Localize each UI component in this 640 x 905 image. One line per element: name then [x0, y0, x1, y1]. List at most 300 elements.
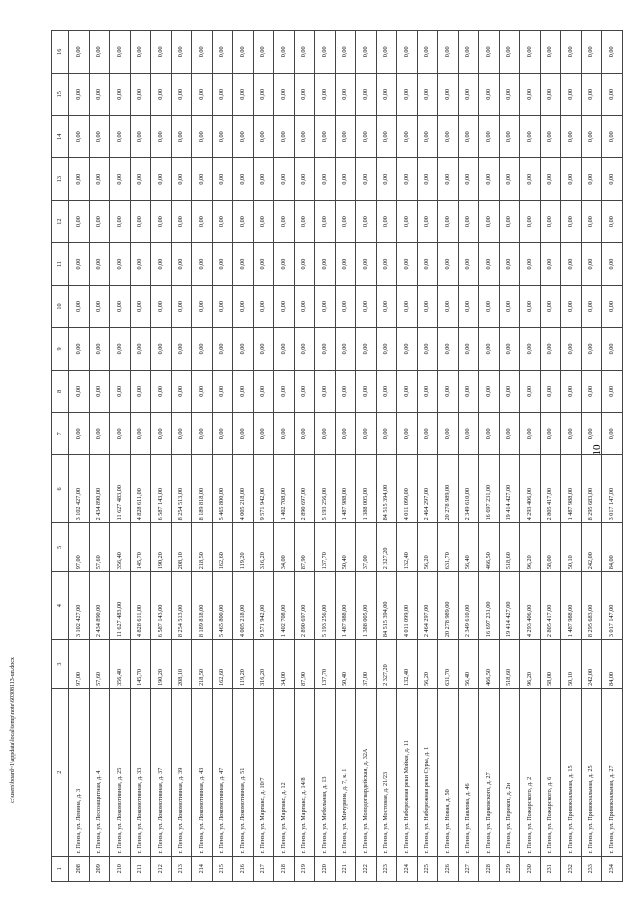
value-cell: 0,00 — [561, 285, 582, 327]
value-cell: 0,00 — [397, 116, 418, 158]
value-cell: 0,00 — [69, 413, 90, 455]
value-cell: 0,00 — [151, 116, 172, 158]
value-cell: 0,00 — [376, 285, 397, 327]
value-cell: 0,00 — [253, 31, 274, 74]
value-cell: 631,70 — [438, 523, 459, 572]
value-cell: 0,00 — [499, 31, 520, 74]
value-cell: 0,00 — [294, 413, 315, 455]
value-cell: 0,00 — [561, 200, 582, 242]
value-cell: 0,00 — [130, 73, 151, 115]
value-cell: 0,00 — [520, 285, 541, 327]
value-cell: 208,10 — [171, 640, 192, 689]
value-cell: 0,00 — [540, 200, 561, 242]
value-cell: 0,00 — [212, 370, 233, 412]
address-cell: г. Пенза, ул. Локомотивная, д. 25 — [110, 688, 131, 856]
value-cell: 0,00 — [376, 158, 397, 200]
row-number-cell: 210 — [110, 856, 131, 881]
value-cell: 2 349 610,00 — [458, 572, 479, 640]
value-cell: 0,00 — [376, 328, 397, 370]
value-cell: 0,00 — [130, 158, 151, 200]
value-cell: 0,00 — [151, 200, 172, 242]
value-cell: 50,40 — [335, 523, 356, 572]
value-cell: 0,00 — [438, 158, 459, 200]
value-cell: 0,00 — [171, 328, 192, 370]
value-cell: 50,40 — [335, 640, 356, 689]
value-cell: 0,00 — [499, 158, 520, 200]
value-cell: 0,00 — [602, 73, 623, 115]
value-cell: 0,00 — [294, 370, 315, 412]
value-cell: 0,00 — [335, 370, 356, 412]
value-cell: 16 697 231,00 — [479, 572, 500, 640]
value-cell: 0,00 — [192, 243, 213, 285]
value-cell: 3 102 427,00 — [69, 572, 90, 640]
value-cell: 0,00 — [479, 116, 500, 158]
value-cell: 0,00 — [356, 116, 377, 158]
value-cell: 0,00 — [233, 413, 254, 455]
value-cell: 0,00 — [520, 243, 541, 285]
value-cell: 137,70 — [315, 640, 336, 689]
value-cell: 0,00 — [356, 285, 377, 327]
value-cell: 0,00 — [89, 31, 110, 74]
value-cell: 0,00 — [376, 73, 397, 115]
value-cell: 0,00 — [335, 328, 356, 370]
value-cell: 0,00 — [376, 370, 397, 412]
value-cell: 0,00 — [130, 370, 151, 412]
value-cell: 0,00 — [458, 370, 479, 412]
value-cell: 97,00 — [69, 523, 90, 572]
value-cell: 0,00 — [540, 413, 561, 455]
value-cell: 0,00 — [458, 158, 479, 200]
value-cell: 87,90 — [294, 640, 315, 689]
value-cell: 162,60 — [212, 523, 233, 572]
value-cell: 2 890 697,00 — [294, 572, 315, 640]
value-cell: 242,00 — [581, 523, 602, 572]
value-cell: 0,00 — [233, 116, 254, 158]
value-cell: 57,60 — [89, 523, 110, 572]
value-cell: 0,00 — [192, 413, 213, 455]
value-cell: 0,00 — [581, 413, 602, 455]
value-cell: 0,00 — [69, 243, 90, 285]
value-cell: 2 327,20 — [376, 523, 397, 572]
value-cell: 316,20 — [253, 523, 274, 572]
value-cell: 0,00 — [581, 200, 602, 242]
value-cell: 0,00 — [581, 73, 602, 115]
value-cell: 0,00 — [417, 328, 438, 370]
column-header: 3 — [52, 640, 69, 689]
value-cell: 0,00 — [110, 370, 131, 412]
column-header: 13 — [52, 158, 69, 200]
value-cell: 0,00 — [479, 413, 500, 455]
table-row — [561, 31, 582, 882]
table-row — [212, 31, 233, 882]
row-number-cell: 209 — [89, 856, 110, 881]
address-cell: г. Пенза, ул. Привокзальная, д. 27 — [602, 688, 623, 856]
value-cell: 1 402 708,00 — [274, 455, 295, 523]
value-cell: 50,10 — [561, 640, 582, 689]
value-cell: 0,00 — [458, 73, 479, 115]
value-cell: 0,00 — [253, 285, 274, 327]
value-cell: 0,00 — [253, 200, 274, 242]
value-cell: 0,00 — [315, 31, 336, 74]
value-cell: 0,00 — [561, 243, 582, 285]
value-cell: 0,00 — [110, 243, 131, 285]
value-cell: 0,00 — [335, 158, 356, 200]
row-number-cell: 234 — [602, 856, 623, 881]
value-cell: 5 193 256,00 — [315, 572, 336, 640]
value-cell: 8 295 683,00 — [581, 572, 602, 640]
value-cell: 0,00 — [602, 31, 623, 74]
value-cell: 0,00 — [356, 73, 377, 115]
value-cell: 0,00 — [192, 116, 213, 158]
value-cell: 0,00 — [561, 328, 582, 370]
value-cell: 0,00 — [274, 243, 295, 285]
value-cell: 0,00 — [253, 116, 274, 158]
value-cell: 8 254 513,00 — [171, 572, 192, 640]
row-number-cell: 223 — [376, 856, 397, 881]
value-cell: 0,00 — [438, 370, 459, 412]
value-cell: 0,00 — [274, 73, 295, 115]
value-cell: 190,20 — [151, 640, 172, 689]
row-number-cell: 226 — [438, 856, 459, 881]
value-cell: 0,00 — [192, 370, 213, 412]
value-cell: 132,40 — [397, 640, 418, 689]
value-cell: 0,00 — [315, 285, 336, 327]
value-cell: 0,00 — [581, 116, 602, 158]
value-cell: 1 487 988,00 — [335, 572, 356, 640]
row-number-cell: 221 — [335, 856, 356, 881]
value-cell: 0,00 — [69, 31, 90, 74]
value-cell: 2 434 890,00 — [89, 572, 110, 640]
value-cell: 0,00 — [602, 370, 623, 412]
value-cell: 5 193 256,00 — [315, 455, 336, 523]
value-cell: 190,20 — [151, 523, 172, 572]
value-cell: 0,00 — [192, 328, 213, 370]
value-cell: 0,00 — [171, 116, 192, 158]
value-cell: 0,00 — [110, 116, 131, 158]
value-cell: 0,00 — [520, 328, 541, 370]
value-cell: 0,00 — [520, 73, 541, 115]
value-cell: 0,00 — [540, 158, 561, 200]
value-cell: 0,00 — [89, 285, 110, 327]
value-cell: 0,00 — [69, 116, 90, 158]
value-cell: 0,00 — [417, 158, 438, 200]
value-cell: 0,00 — [520, 413, 541, 455]
value-cell: 0,00 — [356, 413, 377, 455]
value-cell: 56,20 — [417, 640, 438, 689]
value-cell: 0,00 — [376, 243, 397, 285]
value-cell: 0,00 — [110, 158, 131, 200]
value-cell: 0,00 — [602, 116, 623, 158]
value-cell: 0,00 — [479, 200, 500, 242]
value-cell: 0,00 — [438, 31, 459, 74]
value-cell: 0,00 — [520, 158, 541, 200]
value-cell: 87,90 — [294, 523, 315, 572]
table-row — [171, 31, 192, 882]
value-cell: 242,00 — [581, 640, 602, 689]
value-cell: 0,00 — [253, 158, 274, 200]
value-cell: 19 414 427,00 — [499, 572, 520, 640]
column-header: 2 — [52, 688, 69, 856]
value-cell: 84 515 394,00 — [376, 455, 397, 523]
row-number-cell: 212 — [151, 856, 172, 881]
rotated-table-container — [51, 30, 615, 882]
column-header: 9 — [52, 328, 69, 370]
address-cell: г. Пенза, ул. Пожарского, д. 6 — [540, 688, 561, 856]
value-cell: 0,00 — [151, 31, 172, 74]
value-cell: 0,00 — [233, 200, 254, 242]
column-header: 5 — [52, 523, 69, 572]
table-row — [602, 31, 623, 882]
value-cell: 0,00 — [192, 31, 213, 74]
footer-file-path: c:\users\board~1\appdata\local\temp\note\60308113-un.docx — [10, 657, 16, 803]
value-cell: 0,00 — [171, 243, 192, 285]
value-cell: 0,00 — [417, 116, 438, 158]
value-cell: 0,00 — [192, 73, 213, 115]
value-cell: 0,00 — [397, 73, 418, 115]
value-cell: 96,20 — [520, 523, 541, 572]
value-cell: 518,60 — [499, 640, 520, 689]
table-row — [130, 31, 151, 882]
value-cell: 0,00 — [130, 243, 151, 285]
row-number-cell: 218 — [274, 856, 295, 881]
data-table — [51, 30, 623, 882]
value-cell: 0,00 — [294, 243, 315, 285]
value-cell: 1 487 988,00 — [561, 572, 582, 640]
value-cell: 119,20 — [233, 640, 254, 689]
value-cell: 1 487 988,00 — [561, 455, 582, 523]
value-cell: 37,00 — [356, 640, 377, 689]
address-cell: г. Пенза, ул. Лесозащитная, д. 4 — [89, 688, 110, 856]
row-number-cell: 227 — [458, 856, 479, 881]
value-cell: 0,00 — [315, 370, 336, 412]
address-cell: г. Пенза, ул. Локомотивная, д. 37 — [151, 688, 172, 856]
column-header: 7 — [52, 413, 69, 455]
value-cell: 0,00 — [602, 285, 623, 327]
value-cell: 20 278 989,00 — [438, 455, 459, 523]
value-cell: 0,00 — [212, 158, 233, 200]
value-cell: 8 254 513,00 — [171, 455, 192, 523]
value-cell: 0,00 — [479, 328, 500, 370]
value-cell: 208,10 — [171, 523, 192, 572]
value-cell: 0,00 — [171, 158, 192, 200]
value-cell: 34,00 — [274, 523, 295, 572]
value-cell: 1 388 005,00 — [356, 455, 377, 523]
value-cell: 0,00 — [479, 243, 500, 285]
value-cell: 1 402 708,00 — [274, 572, 295, 640]
value-cell: 0,00 — [540, 370, 561, 412]
value-cell: 84,00 — [602, 640, 623, 689]
value-cell: 4 011 099,00 — [397, 572, 418, 640]
value-cell: 58,00 — [540, 523, 561, 572]
value-cell: 0,00 — [438, 116, 459, 158]
value-cell: 37,00 — [356, 523, 377, 572]
table-row — [479, 31, 500, 882]
value-cell: 0,00 — [356, 243, 377, 285]
value-cell: 11 627 483,00 — [110, 455, 131, 523]
value-cell: 0,00 — [356, 31, 377, 74]
value-cell: 4 011 099,00 — [397, 455, 418, 523]
value-cell: 0,00 — [89, 158, 110, 200]
value-cell: 0,00 — [458, 328, 479, 370]
value-cell: 0,00 — [499, 73, 520, 115]
value-cell: 2 327,20 — [376, 640, 397, 689]
value-cell: 145,70 — [130, 523, 151, 572]
table-body — [69, 31, 623, 882]
row-number-cell: 208 — [69, 856, 90, 881]
value-cell: 0,00 — [417, 31, 438, 74]
value-cell: 0,00 — [602, 413, 623, 455]
value-cell: 518,60 — [499, 523, 520, 572]
value-cell: 0,00 — [151, 243, 172, 285]
value-cell: 0,00 — [417, 200, 438, 242]
value-cell: 0,00 — [294, 200, 315, 242]
table-row — [274, 31, 295, 882]
address-cell: г. Пенза, ул. Павлова, д. 46 — [458, 688, 479, 856]
table-row — [69, 31, 90, 882]
value-cell: 0,00 — [315, 413, 336, 455]
value-cell: 0,00 — [397, 328, 418, 370]
value-cell: 56,20 — [417, 523, 438, 572]
value-cell: 0,00 — [315, 200, 336, 242]
value-cell: 0,00 — [151, 328, 172, 370]
value-cell: 0,00 — [130, 328, 151, 370]
value-cell: 0,00 — [561, 73, 582, 115]
table-row — [151, 31, 172, 882]
value-cell: 0,00 — [89, 328, 110, 370]
value-cell: 0,00 — [89, 200, 110, 242]
value-cell: 0,00 — [540, 243, 561, 285]
address-cell: г. Пенза, ул. Марпакс, д. 14/8 — [294, 688, 315, 856]
value-cell: 0,00 — [438, 73, 459, 115]
value-cell: 0,00 — [253, 243, 274, 285]
value-cell: 0,00 — [581, 31, 602, 74]
value-cell: 0,00 — [540, 285, 561, 327]
value-cell: 0,00 — [171, 370, 192, 412]
value-cell: 2 890 697,00 — [294, 455, 315, 523]
value-cell: 0,00 — [212, 413, 233, 455]
value-cell: 3 017 147,00 — [602, 572, 623, 640]
value-cell: 20 278 989,00 — [438, 572, 459, 640]
value-cell: 0,00 — [212, 243, 233, 285]
table-header-row — [52, 31, 69, 882]
value-cell: 0,00 — [192, 158, 213, 200]
value-cell: 0,00 — [397, 243, 418, 285]
value-cell: 356,40 — [110, 640, 131, 689]
column-header: 4 — [52, 572, 69, 640]
value-cell: 57,60 — [89, 640, 110, 689]
address-cell: г. Пенза, ул. Перекоп, д. 2н — [499, 688, 520, 856]
table-row — [335, 31, 356, 882]
value-cell: 50,10 — [561, 523, 582, 572]
value-cell: 218,50 — [192, 523, 213, 572]
value-cell: 19 414 427,00 — [499, 455, 520, 523]
value-cell: 0,00 — [212, 31, 233, 74]
value-cell: 0,00 — [69, 370, 90, 412]
row-number-cell: 217 — [253, 856, 274, 881]
value-cell: 0,00 — [315, 73, 336, 115]
value-cell: 0,00 — [212, 285, 233, 327]
value-cell: 0,00 — [253, 73, 274, 115]
value-cell: 0,00 — [458, 31, 479, 74]
value-cell: 97,00 — [69, 640, 90, 689]
value-cell: 0,00 — [499, 328, 520, 370]
value-cell: 0,00 — [417, 370, 438, 412]
value-cell: 0,00 — [417, 73, 438, 115]
row-number-cell: 215 — [212, 856, 233, 881]
address-cell: г. Пенза, ул. Привокзальная, д. 25 — [581, 688, 602, 856]
value-cell: 4 293 406,00 — [520, 572, 541, 640]
value-cell: 0,00 — [110, 200, 131, 242]
table-row — [397, 31, 418, 882]
row-number-cell: 224 — [397, 856, 418, 881]
value-cell: 0,00 — [561, 370, 582, 412]
value-cell: 0,00 — [212, 116, 233, 158]
value-cell: 34,00 — [274, 640, 295, 689]
value-cell: 0,00 — [602, 328, 623, 370]
value-cell: 0,00 — [110, 31, 131, 74]
table-row — [356, 31, 377, 882]
value-cell: 0,00 — [253, 413, 274, 455]
row-number-cell: 214 — [192, 856, 213, 881]
address-cell: г. Пенза, ул. Локомотивная, д. 47 — [212, 688, 233, 856]
value-cell: 4 005 218,00 — [233, 455, 254, 523]
value-cell: 2 805 417,00 — [540, 572, 561, 640]
value-cell: 0,00 — [151, 158, 172, 200]
table-row — [438, 31, 459, 882]
value-cell: 0,00 — [130, 31, 151, 74]
value-cell: 11 627 483,00 — [110, 572, 131, 640]
address-cell: г. Пенза, ул. Марпакс, д. 10/7 — [253, 688, 274, 856]
value-cell: 0,00 — [192, 285, 213, 327]
column-header: 1 — [52, 856, 69, 881]
address-cell: г. Пенза, ул. Локомотивная, д. 51 — [233, 688, 254, 856]
address-cell: г. Пенза, ул. Мичурина, д. 7, к. 1 — [335, 688, 356, 856]
column-header: 10 — [52, 285, 69, 327]
value-cell: 1 487 988,00 — [335, 455, 356, 523]
value-cell: 0,00 — [561, 158, 582, 200]
value-cell: 0,00 — [151, 73, 172, 115]
value-cell: 0,00 — [356, 370, 377, 412]
row-number-cell: 219 — [294, 856, 315, 881]
value-cell: 0,00 — [458, 413, 479, 455]
value-cell: 84 515 394,00 — [376, 572, 397, 640]
value-cell: 0,00 — [499, 370, 520, 412]
value-cell: 119,20 — [233, 523, 254, 572]
value-cell: 0,00 — [458, 116, 479, 158]
row-number-cell: 225 — [417, 856, 438, 881]
value-cell: 0,00 — [151, 285, 172, 327]
value-cell: 0,00 — [233, 328, 254, 370]
address-cell: г. Пенза, ул. Мостовая, д. 21/23 — [376, 688, 397, 856]
value-cell: 0,00 — [540, 31, 561, 74]
value-cell: 4 005 218,00 — [233, 572, 254, 640]
column-header: 14 — [52, 116, 69, 158]
value-cell: 0,00 — [397, 31, 418, 74]
value-cell: 5 465 800,00 — [212, 455, 233, 523]
value-cell: 4 828 611,00 — [130, 455, 151, 523]
value-cell: 0,00 — [499, 243, 520, 285]
value-cell: 0,00 — [376, 200, 397, 242]
value-cell: 0,00 — [417, 285, 438, 327]
value-cell: 0,00 — [212, 328, 233, 370]
address-cell: г. Пенза, ул. Привокзальная, д. 15 — [561, 688, 582, 856]
value-cell: 0,00 — [110, 285, 131, 327]
value-cell: 0,00 — [171, 200, 192, 242]
table-row — [581, 31, 602, 882]
value-cell: 2 805 417,00 — [540, 455, 561, 523]
address-cell: г. Пенза, ул. Марпакс, д. 12 — [274, 688, 295, 856]
value-cell: 0,00 — [520, 370, 541, 412]
